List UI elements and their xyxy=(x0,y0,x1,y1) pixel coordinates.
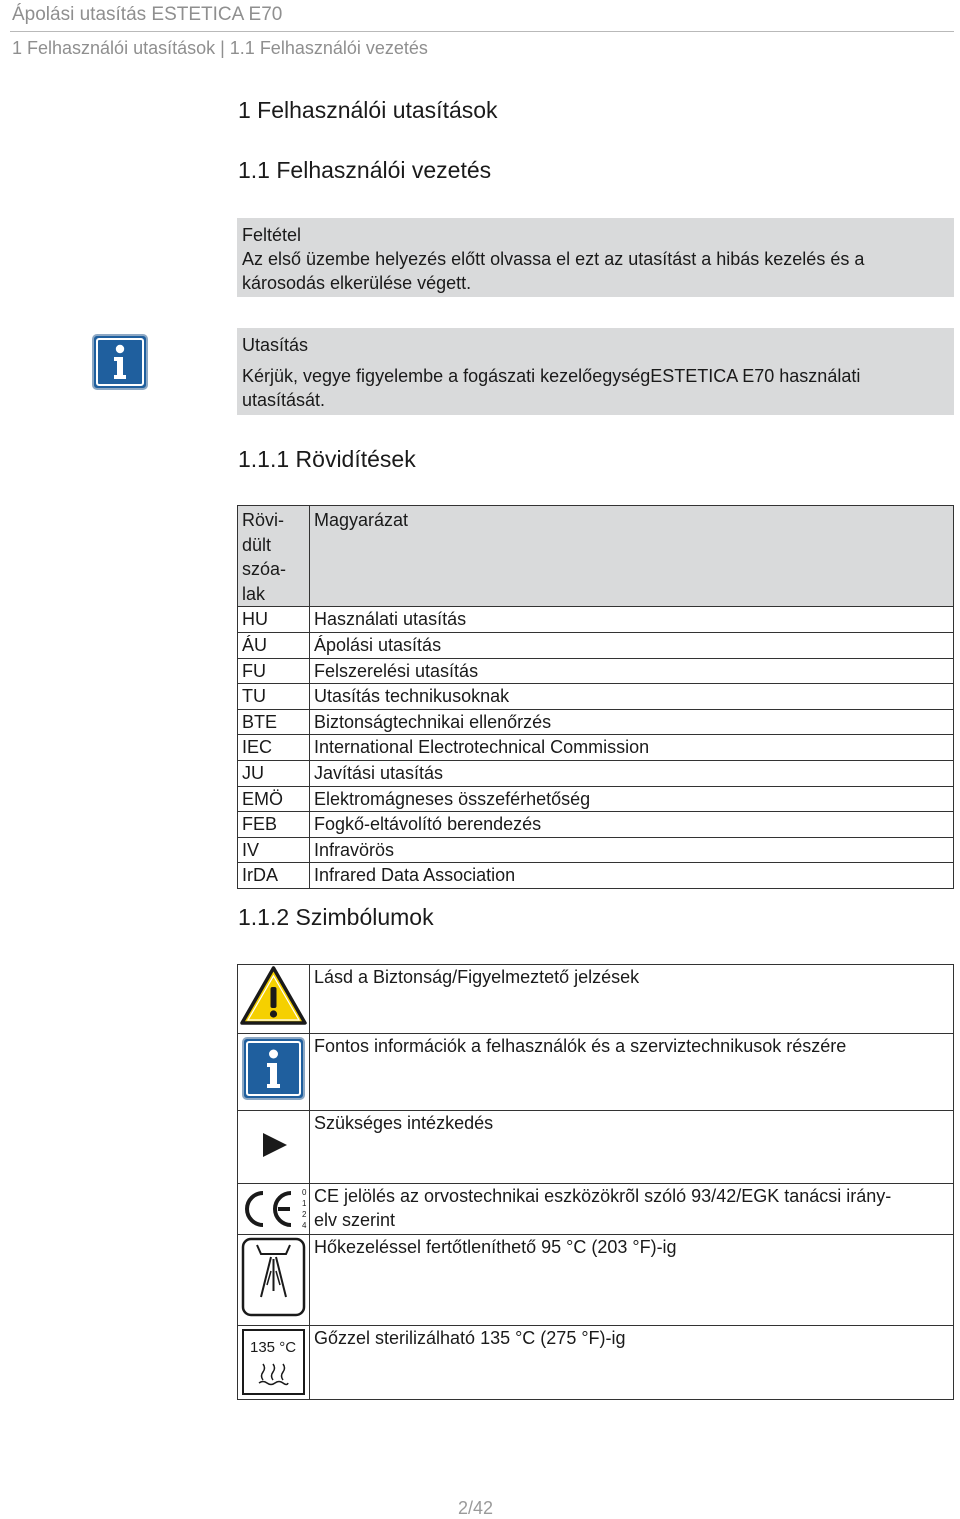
instruction-title: Utasítás xyxy=(242,335,309,355)
steam-temperature-label: 135 °C xyxy=(250,1339,297,1356)
abbr-cell: IV xyxy=(238,837,310,863)
table-row xyxy=(238,965,954,1034)
document-title: Ápolási utasítás ESTETICA E70 xyxy=(12,4,283,25)
abbr-column-header: Rövi- dült szóa- lak xyxy=(238,506,310,607)
abbr-cell: EMÖ xyxy=(238,786,310,812)
abbr-cell: TU xyxy=(238,684,310,710)
explanation-cell: International Electrotechnical Commission xyxy=(310,735,954,761)
explanation-cell: Ápolási utasítás xyxy=(310,632,954,658)
explanation-cell: Fogkő-eltávolító berendezés xyxy=(310,812,954,838)
abbr-cell: JU xyxy=(238,760,310,786)
table-row xyxy=(238,1326,954,1400)
condition-box xyxy=(237,218,954,297)
table-row xyxy=(238,1235,954,1326)
table-row xyxy=(238,684,954,710)
info-icon xyxy=(238,1034,309,1104)
explanation-cell: Utasítás technikusoknak xyxy=(310,684,954,710)
table-row xyxy=(238,607,954,633)
abbr-cell: HU xyxy=(238,607,310,633)
table-row xyxy=(238,786,954,812)
symbol-cell xyxy=(238,1235,310,1326)
table-row xyxy=(238,812,954,838)
symbol-cell xyxy=(238,965,310,1034)
symbol-cell xyxy=(238,1184,310,1235)
instruction-body: Kérjük, vegye figyelembe a fogászati kezelőegységESTETICA E70 használati utasítását. xyxy=(242,366,861,410)
abbreviations-table xyxy=(237,505,954,889)
table-row xyxy=(238,658,954,684)
thermal-disinfection-icon xyxy=(238,1235,309,1319)
heading-1-1-2: 1.1.2 Szimbólumok xyxy=(238,904,434,930)
table-row xyxy=(238,760,954,786)
table-row xyxy=(238,837,954,863)
table-row xyxy=(238,709,954,735)
symbol-description: CE jelölés az orvostechnikai eszközökrõl szóló 93/42/EGK tanácsi irány- elv szerint xyxy=(310,1184,954,1235)
explanation-cell: Használati utasítás xyxy=(310,607,954,633)
table-header-row xyxy=(238,506,954,607)
header-divider xyxy=(10,31,954,32)
explanation-cell: Felszerelési utasítás xyxy=(310,658,954,684)
warning-triangle-icon xyxy=(238,965,309,1027)
symbol-cell xyxy=(238,1034,310,1111)
condition-body: Az első üzembe helyezés előtt olvassa el ezt az utasítást a hibás kezelés és a károsodás elkerülése végett. xyxy=(242,249,865,293)
ce-mark-icon xyxy=(238,1184,309,1234)
symbol-description: Szükséges intézkedés xyxy=(310,1111,954,1184)
ce-notified-body-number: 0 1 2 4 xyxy=(302,1188,307,1230)
table-row xyxy=(238,1034,954,1111)
breadcrumb: 1 Felhasználói utasítások | 1.1 Felhasználói vezetés xyxy=(12,38,428,58)
explanation-cell: Biztonságtechnikai ellenőrzés xyxy=(310,709,954,735)
abbr-cell: ÁU xyxy=(238,632,310,658)
table-row xyxy=(238,735,954,761)
table-row xyxy=(238,1111,954,1184)
table-row xyxy=(238,1184,954,1235)
explanation-cell: Infrared Data Association xyxy=(310,863,954,889)
page-number: 2/42 xyxy=(458,1498,494,1518)
table-row xyxy=(238,863,954,889)
symbol-description: Gőzzel sterilizálható 135 °C (275 °F)-ig xyxy=(310,1326,954,1400)
abbr-cell: IrDA xyxy=(238,863,310,889)
abbr-cell: IEC xyxy=(238,735,310,761)
abbr-cell: BTE xyxy=(238,709,310,735)
symbol-description: Fontos információk a felhasználók és a szerviztechnikusok részére xyxy=(310,1034,954,1111)
symbol-cell xyxy=(238,1326,310,1400)
abbr-cell: FU xyxy=(238,658,310,684)
symbol-cell xyxy=(238,1111,310,1184)
instruction-box xyxy=(237,328,954,415)
symbols-table xyxy=(237,964,954,1400)
heading-1-1: 1.1 Felhasználói vezetés xyxy=(238,157,492,183)
explanation-cell: Infravörös xyxy=(310,837,954,863)
condition-title: Feltétel xyxy=(242,225,302,245)
info-icon xyxy=(92,334,148,395)
explanation-cell: Javítási utasítás xyxy=(310,760,954,786)
abbr-cell: FEB xyxy=(238,812,310,838)
heading-1: 1 Felhasználói utasítások xyxy=(238,97,498,123)
symbol-description: Lásd a Biztonság/Figyelmeztető jelzések xyxy=(310,965,954,1034)
symbol-description: Hőkezeléssel fertőtleníthető 95 °C (203 °F)-ig xyxy=(310,1235,954,1326)
table-row xyxy=(238,632,954,658)
explanation-column-header: Magyarázat xyxy=(310,506,954,607)
heading-1-1-1: 1.1.1 Rövidítések xyxy=(238,446,416,472)
explanation-cell: Elektromágneses összeférhetőség xyxy=(310,786,954,812)
play-arrow-icon xyxy=(238,1111,309,1177)
